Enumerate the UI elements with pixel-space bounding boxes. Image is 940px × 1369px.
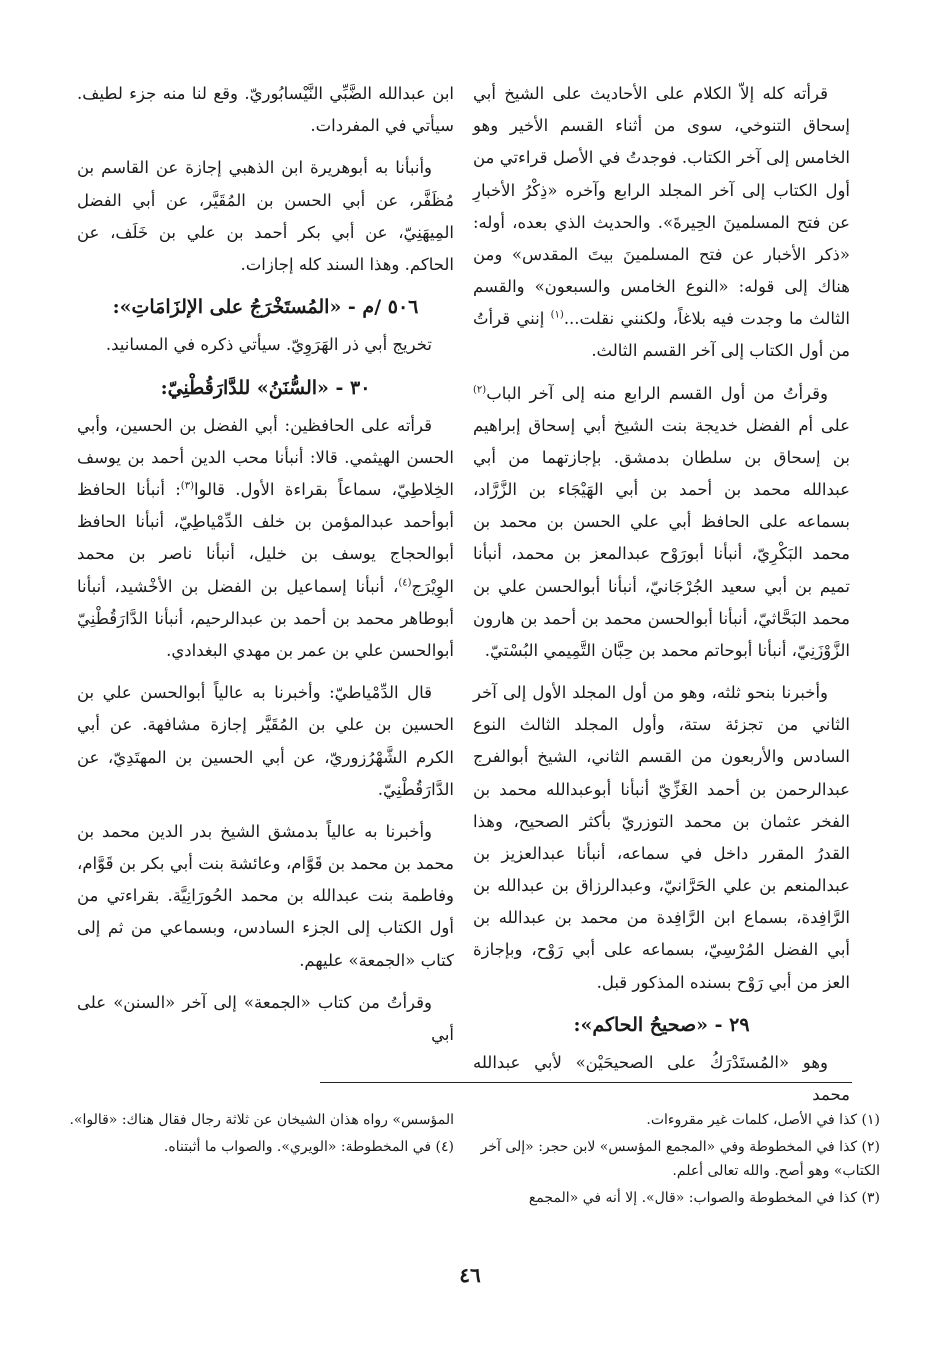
paragraph: وأخبرنا به عالياً بدمشق الشيخ بدر الدين محمد بن محمد بن محمد بن قَوَّام، وعائشة بنت أبي بكر بن قَوَّام، وفاطمة بنت عبدالله بن محمد الحُورَانِيَّة. بقراءتي من أول الكتاب إلى الجزء السادس، وبسماعي من ثم إلى كتاب «الجمعة» عليهم.: [77, 821, 454, 970]
footnote-ref: (١): [550, 309, 564, 321]
paragraph: ابن عبدالله الضَّبِّي النَّيْسابُوريّ. وقع لنا منه جزء لطيف. سيأتي في المفردات.: [77, 84, 454, 136]
paragraph: قرأته على الحافظين: أبي الفضل بن الحسين، وأبي الحسن الهيثمي. قالا: أنبأنا محب الدين أحمد بن يوسف الخِلاطِيّ، سماعاً بقراءة الأول. قالوا$^{(٣)}$: أنبأنا الحافظ أبوأحمد عبدالمؤمن بن خلف الدِّمْياطِيّ، أنبأنا الحافظ أبوالحجاج يوسف بن خليل، أنبأنا ناصر بن محمد الوِيْرَج$^{(٤)}$، أنبأنا إسماعيل بن الفضل بن الأخْشيد، أنبأنا أبوطاهر محمد بن أحمد بن عبدالرحيم، أنبأنا الدَّارَقُطْنِيّ أبوالحسن علي بن عمر بن مهدي البغدادي.: [77, 415, 454, 660]
footnote-3-continued: المؤسس» رواه هذان الشيخان عن ثلاثة رجال فقال هناك: «قالوا».: [69, 1112, 454, 1128]
section-heading-30: ٣٠ - «السُّنَنُ» للدَّارَقُطْنِيّ:: [160, 376, 371, 399]
right-column: [473, 78, 850, 1121]
section-heading-29: ٢٩ - «صحيحُ الحاكم»:: [573, 1013, 750, 1036]
footnote-ref: (٢): [473, 384, 487, 396]
paragraph: وهو «المُستَدْرَكُ على الصحيحَيْن» لأبي عبدالله محمد: [473, 1053, 850, 1105]
paragraph: وأنبأنا به أبوهريرة ابن الذهبي إجازة عن القاسم بن مُظَفَّر، عن أبي الحسن بن المُقَيَّر، عن أبي الفضل المِيهَنِيّ، عن أبي بكر أحمد بن علي بن خَلَف، عن الحاكم. وهذا السند كله إجازات.: [77, 158, 454, 274]
paragraph: قرأته كله إلاّ الكلام على الأحاديث على الشيخ أبي إسحاق التنوخي، سوى من أثناء القسم الأخير وهو الخامس إلى آخر الكتاب. فوجدتُ في الأصل قراءتي من أول الكتاب إلى آخر المجلد الرابع وآخره «ذِكْرُ الأخبارِ عن فتح المسلمينَ الحِيرةَ». والحديث الذي بعده، أوله: «ذكر الأخبار عن فتح المسلمينَ بيتَ المقدس» ومن هناك إلى قوله: «النوع الخامس والسبعون» والقسم الثالث ما وجدت فيه بلاغاً، ولكنني نقلت...$^{(١)}$ إنني قرأتُ من أول الكتاب إلى آخر القسم الثالث.: [473, 84, 850, 361]
footnotes-left: [54, 1108, 454, 1161]
footnote-ref: (٤): [398, 577, 412, 589]
paragraph: تخريج أبي ذر الهَرَوِيّ. سيأتي ذكره في المسانيد.: [105, 335, 432, 355]
footnote-divider: [320, 1082, 852, 1083]
footnote-1: (١) كذا في الأصل، كلمات غير مقروءات.: [646, 1112, 880, 1128]
footnote-4: (٤) في المخطوطة: «الويري». والصواب ما أثبتناه.: [163, 1138, 454, 1155]
left-column: [77, 78, 454, 1061]
footnote-2: (٢) كذا في المخطوطة وفي «المجمع المؤسس» لابن حجر: «إلى آخر الكتاب» وهو أصح. والله تعالى أعلم.: [480, 1138, 880, 1179]
page-number: ٤٦: [459, 1263, 481, 1287]
paragraph: وقرأتُ من كتاب «الجمعة» إلى آخر «السنن» على أبي: [77, 992, 454, 1044]
footnote-3: (٣) كذا في المخطوطة والصواب: «قال». إلا أنه في «المجمع: [528, 1189, 880, 1206]
paragraph: قال الدِّمْياطيّ: وأخبرنا به عالياً أبوالحسن علي بن الحسين بن علي بن المُقَيَّر إجازة مشافهة. عن أبي الكرم الشَّهْرُزوريّ، عن أبي الحسين بن المهتَدِيّ، عن الدَّارَقُطْنِيّ.: [77, 683, 454, 799]
paragraph: وقرأتُ من أول القسم الرابع منه إلى آخر الباب$^{(٢)}$ على أم الفضل خديجة بنت الشيخ أبي إسحاق إبراهيم بن إسحاق بن سلطان بدمشق. بإجازتهما من أبي عبدالله محمد بن أحمد بن أبي الهَيْجَاء بن الزَّرَّاد، بسماعه على الحافظ أبي علي الحسن بن محمد بن محمد البَكْرِيّ، أنبأنا أبورَوْح عبدالمعز بن محمد، أنبأنا تميم بن أبي سعيد الجُرْجَانيّ، أنبأنا أبوالحسن علي بن محمد البَحَّاثيّ، أنبأنا أبوالحسن محمد بن أحمد بن هارون الزَّوْزَنِيّ، أنبأنا أبوحاتم محمد بن حِبَّان التَّمِيمي البُسْتيّ.: [473, 383, 850, 660]
footnotes-right: [480, 1108, 880, 1212]
footnote-ref: (٣): [180, 480, 194, 492]
paragraph: وأخبرنا بنحو ثلثه، وهو من أول المجلد الأول إلى آخر الثاني من تجزئة ستة، وأول المجلد الثالث النوع السادس والأربعون من القسم الثاني، الشيخ أبوالفرج عبدالرحمن بن أحمد الغَزِّيّ أنبأنا أبوعبدالله محمد بن الفخر عثمان بن محمد التوزريّ بأكثر الصحيح، وهذا القدرُ المقرر داخل في سماعه، أنبأنا عبدالعزيز بن عبدالمنعم بن علي الحَرَّانيّ، وعبدالرزاق بن عبدالله بن الرَّافِدة، بسماع ابن الرَّافِدة من محمد بن عبدالله بن أبي الفضل المُرْسِيّ، بسماعه على أبي رَوْح، وبإجازة العز من أبي رَوْح بسنده المذكور قبل.: [473, 683, 850, 992]
section-heading-506: ٥٠٦ /م - «المُستَخْرَجُ على الإلزَامَاتِ»:: [112, 296, 419, 319]
